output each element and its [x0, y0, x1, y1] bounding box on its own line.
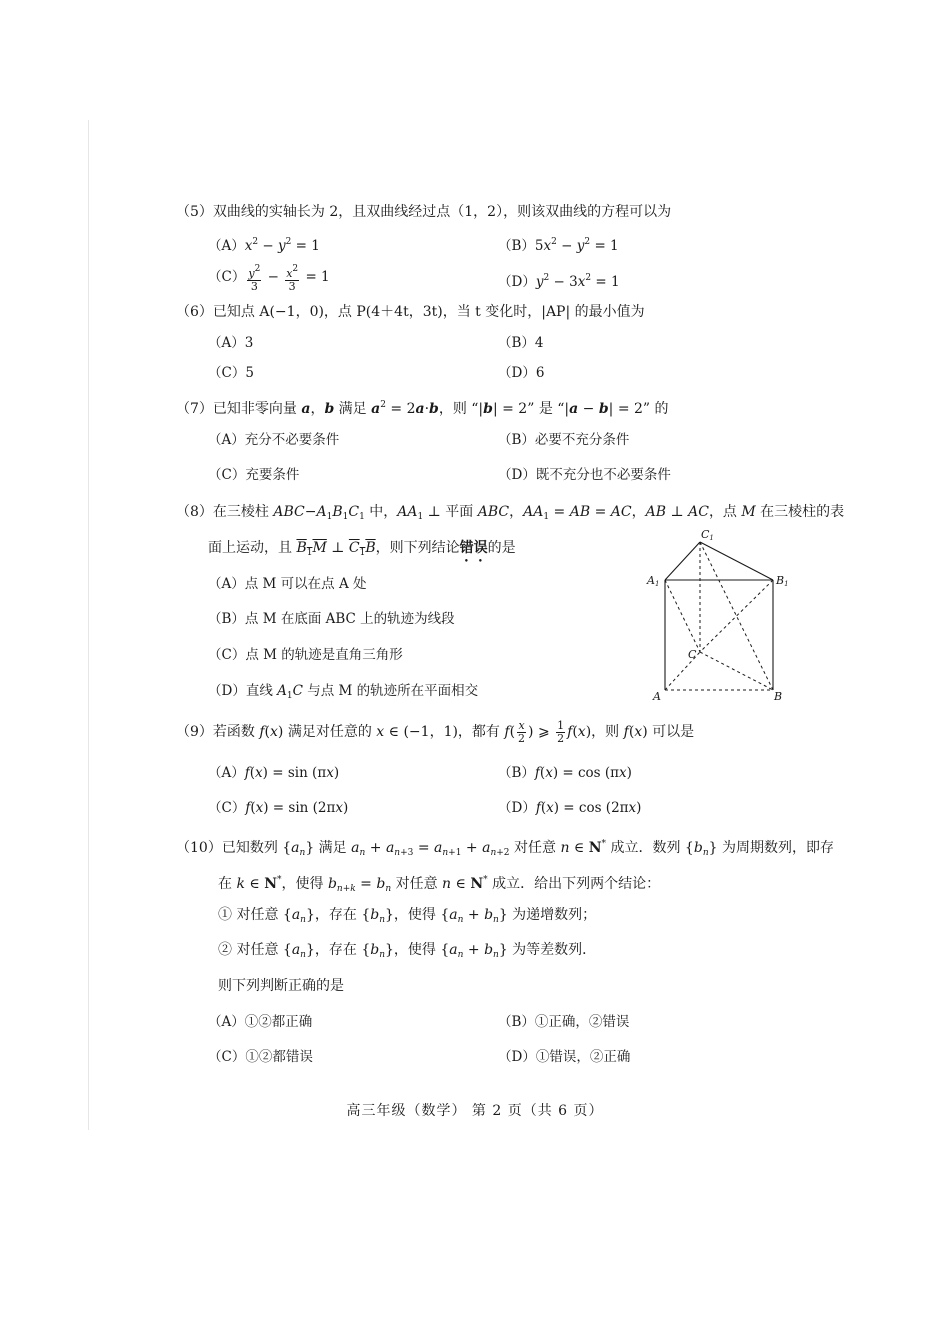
q5-stem: （5）双曲线的实轴长为 2，且双曲线经过点（1，2），则该双曲线的方程可以为 [176, 204, 672, 220]
q10-stem-line2: 在 k ∈ N*，使得 $b_{n+k} = b_n$ 对任意 n ∈ N* 成立．给出下列两个结论： [218, 875, 661, 894]
q5-option-d-label: （D） [498, 274, 536, 290]
q6-option-a: （A）3 [208, 335, 254, 351]
q8-option-c: （C）点 M 的轨迹是直角三角形 [208, 647, 403, 663]
edge-c1-b1 [700, 542, 773, 580]
edge-a1-c1 [665, 542, 700, 580]
label-c1: C1 [701, 528, 714, 542]
q5-option-b: $(B)5x^2 - y^2 = 1$ [498, 237, 619, 254]
label-b1: B1 [776, 574, 789, 588]
q10-option-b: （B）①正确，②错误 [498, 1014, 630, 1030]
q7-option-a: （A）充分不必要条件 [208, 432, 340, 448]
q6-option-d: （D）6 [498, 365, 545, 381]
q7-stem: （7）已知非零向量 a，b 满足 $a^2 = 2a\cdot b$，则 “|b| = 2” 是 “|a − b| = 2” 的 [176, 400, 669, 417]
q10-claim-1: ① 对任意 $\{a_n\}$，存在 $\{b_n\}$，使得 $\{a_n + b_n\}$ 为递增数列； [218, 907, 597, 925]
q5-option-c-label: （C） [208, 269, 246, 285]
q5-option-c: （C） $\frac{y^2}{3}$ − $\frac{x^2}{3}$ = 1 [208, 263, 330, 293]
q9-option-a: （A）f(x) = sin (πx) [208, 765, 340, 781]
q9-stem: （9）若函数 f(x) 满足对任意的 x ∈ (−1，1)，都有 f( $\frac{x}{2}$ ) ⩾ $\frac{1}{2}$ f(x)，则 f(x) 可以是 [176, 718, 695, 745]
q9-option-d: （D）f(x) = cos (2πx) [498, 800, 642, 816]
q9-option-c: （C）f(x) = sin (2πx) [208, 800, 349, 816]
q8-option-a-text: 点 M 可以在点 A 处 [244, 576, 367, 592]
q8-option-d: （D）直线 $A_1C$ 与点 M 的轨迹所在平面相交 [208, 683, 479, 701]
q10-stem-line1: （10）已知数列 $\{a_n\}$ 满足 $a_n + a_{n+3} = a_{n+1} + a_{n+2}$ 对任意 n ∈ N* 成立．数列 $\{b_n\}$ 为周期数列，即存 [176, 839, 834, 858]
label-b: B [774, 690, 783, 703]
q10-option-d: （D）①错误，②正确 [498, 1049, 631, 1065]
q6-option-c: （C）5 [208, 365, 254, 381]
q5-option-a-label: （A） [208, 238, 245, 254]
q8-option-b: （B）点 M 在底面 ABC 上的轨迹为线段 [208, 611, 455, 627]
q7-option-b: （B）必要不充分条件 [498, 432, 630, 448]
label-c: C [688, 648, 697, 661]
q8-option-c-text: 点 M 的轨迹是直角三角形 [245, 647, 403, 663]
label-a1: A1 [647, 574, 660, 588]
q8-option-b-text: 点 M 在底面 ABC 上的轨迹为线段 [244, 611, 455, 627]
prism-figure [640, 528, 800, 708]
diag-a1-c [665, 580, 700, 652]
q8-option-a: （A）点 M 可以在点 A 处 [208, 576, 367, 592]
q9-option-b: （B）f(x) = cos (πx) [498, 765, 632, 781]
diag-b1-c [700, 580, 773, 652]
q6-stem: （6）已知点 A(−1，0)，点 P(4＋4t，3t)，当 t 变化时，|AP| 的最小值为 [176, 304, 645, 320]
q5-option-a: $(A)x^2 - y^2 = 1$ [208, 237, 320, 254]
scan-margin-line [88, 120, 89, 1130]
q8-stem-line1: （8）在三棱柱 $ABC-A_1B_1C_1$ 中，$AA_1$ ⊥ 平面 ABC，$AA_1$ = AB = AC，AB ⊥ AC，点 M 在三棱柱的表 [176, 504, 845, 522]
q8-option-d-text: 与点 M 的轨迹所在平面相交 [307, 683, 479, 699]
q7-option-d: （D）既不充分也不必要条件 [498, 467, 671, 483]
diag-c1-b [700, 542, 773, 690]
edge-c-b [700, 652, 773, 690]
q5-option-d: $(D)y^2 - 3x^2 = 1$ [498, 273, 620, 290]
q5-option-b-label: （B） [498, 238, 535, 254]
q10-option-c: （C）①②都错误 [208, 1049, 313, 1065]
q10-option-a: （A）①②都正确 [208, 1014, 313, 1030]
q10-claim-2: ② 对任意 $\{a_n\}$，存在 $\{b_n\}$，使得 $\{a_n + b_n\}$ 为等差数列． [218, 942, 597, 960]
page-footer: 高三年级（数学） 第 2 页（共 6 页） [346, 1103, 604, 1119]
label-a: A [653, 690, 661, 703]
q8-stem-line2: 面上运动，且 $B_1M$ ⊥ $C_1B$，则下列结论错误的是 [208, 540, 516, 558]
q10-judge: 则下列判断正确的是 [218, 978, 344, 994]
q7-option-c: （C）充要条件 [208, 467, 300, 483]
q6-option-b: （B）4 [498, 335, 544, 351]
